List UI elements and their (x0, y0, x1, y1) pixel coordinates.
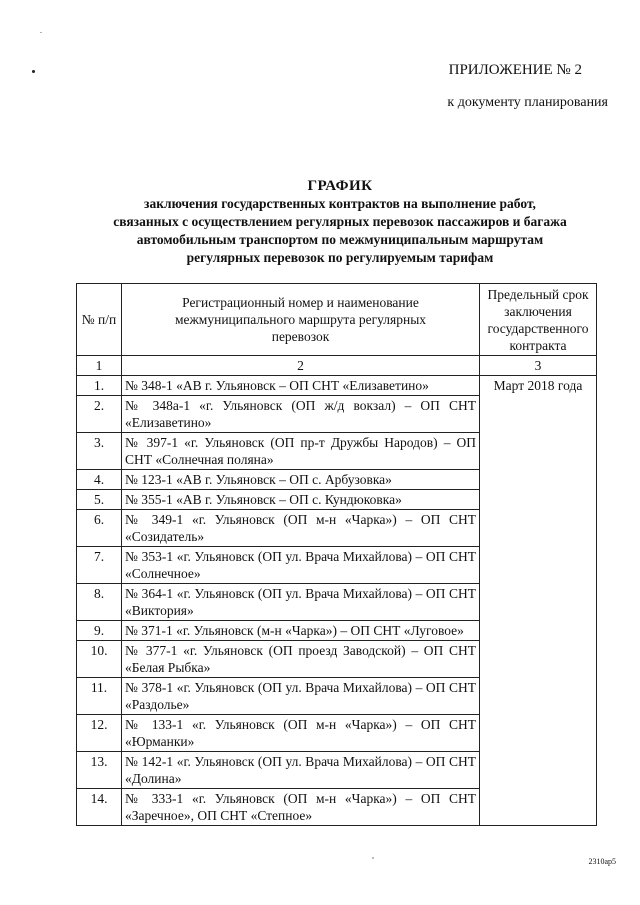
document-title (60, 178, 620, 267)
row-number: 11. (77, 678, 122, 715)
scan-speck (32, 70, 35, 73)
route-cell: № 349-1 «г. Ульяновск (ОП м-н «Чарка») – ОП СНТ «Созидатель» (122, 510, 480, 547)
column-number: 1 (77, 356, 122, 376)
route-cell: № 371-1 «г. Ульяновск (м-н «Чарка») – ОП СНТ «Луговое» (122, 621, 480, 641)
header-num: № п/п (77, 284, 122, 356)
row-number: 2. (77, 396, 122, 433)
route-cell: № 348а-1 «г. Ульяновск (ОП ж/д вокзал) – ОП СНТ «Елизаветино» (122, 396, 480, 433)
column-number: 3 (480, 356, 597, 376)
header-route: Регистрационный номер и наименование межмуниципального маршрута регулярных перевозок (122, 284, 480, 356)
row-number: 3. (77, 433, 122, 470)
title-heading: ГРАФИК (307, 178, 373, 194)
scan-speck (40, 32, 42, 33)
scan-speck (372, 857, 374, 859)
route-cell: № 333-1 «г. Ульяновск (ОП м-н «Чарка») – ОП СНТ «Заречное», ОП СНТ «Степное» (122, 789, 480, 826)
title-line: регулярных перевозок по регулируемым тарифам (186, 250, 494, 265)
row-number: 8. (77, 584, 122, 621)
table-header-row (77, 284, 597, 356)
row-number: 9. (77, 621, 122, 641)
route-cell: № 348-1 «АВ г. Ульяновск – ОП СНТ «Елизаветино» (122, 376, 480, 396)
row-number: 12. (77, 715, 122, 752)
route-cell: № 364-1 «г. Ульяновск (ОП ул. Врача Михайлова) – ОП СНТ «Виктория» (122, 584, 480, 621)
row-number: 5. (77, 490, 122, 510)
row-number: 14. (77, 789, 122, 826)
route-cell: № 377-1 «г. Ульяновск (ОП проезд Заводской) – ОП СНТ «Белая Рыбка» (122, 641, 480, 678)
row-number: 10. (77, 641, 122, 678)
column-number-row (77, 356, 597, 376)
row-number: 1. (77, 376, 122, 396)
route-cell: № 142-1 «г. Ульяновск (ОП ул. Врача Михайлова) – ОП СНТ «Долина» (122, 752, 480, 789)
row-number: 4. (77, 470, 122, 490)
title-line: связанных с осуществлением регулярных перевозок пассажиров и багажа (113, 214, 567, 229)
column-number: 2 (122, 356, 480, 376)
table-row (77, 376, 597, 396)
row-number: 6. (77, 510, 122, 547)
row-number: 7. (77, 547, 122, 584)
appendix-reference: к документу планирования (447, 95, 608, 110)
route-cell: № 355-1 «АВ г. Ульяновск – ОП с. Кундюковка» (122, 490, 480, 510)
schedule-table (76, 283, 597, 826)
header-deadline: Предельный срок заключения государственного контракта (480, 284, 597, 356)
route-cell: № 353-1 «г. Ульяновск (ОП ул. Врача Михайлова) – ОП СНТ «Солнечное» (122, 547, 480, 584)
title-line: автомобильным транспортом по межмуниципальным маршрутам (136, 232, 544, 247)
appendix-label: ПРИЛОЖЕНИЕ № 2 (448, 62, 582, 78)
footer-code: 2310ар5 (588, 857, 616, 866)
route-cell: № 133-1 «г. Ульяновск (ОП м-н «Чарка») – ОП СНТ «Юрманки» (122, 715, 480, 752)
route-cell: № 123-1 «АВ г. Ульяновск – ОП с. Арбузовка» (122, 470, 480, 490)
route-cell: № 397-1 «г. Ульяновск (ОП пр-т Дружбы Народов) – ОП СНТ «Солнечная поляна» (122, 433, 480, 470)
deadline-cell: Март 2018 года (480, 376, 597, 826)
title-line: заключения государственных контрактов на выполнение работ, (144, 196, 536, 211)
route-cell: № 378-1 «г. Ульяновск (ОП ул. Врача Михайлова) – ОП СНТ «Раздолье» (122, 678, 480, 715)
row-number: 13. (77, 752, 122, 789)
